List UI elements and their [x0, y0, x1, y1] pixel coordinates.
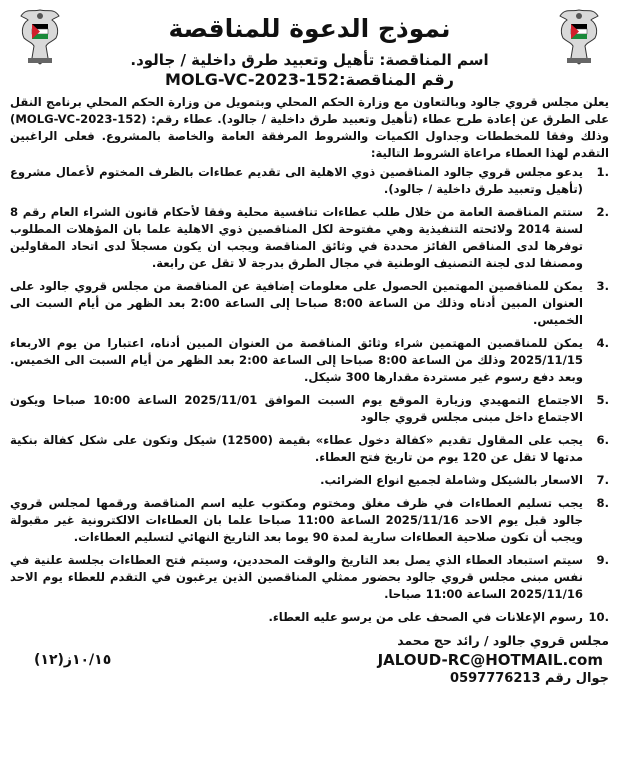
palestine-emblem-icon — [18, 6, 62, 68]
intro-paragraph: يعلن مجلس قروي جالود وبالتعاون مع وزارة الحكم المحلي وبتمويل من وزارة الحكم المحلي برنامج النقل على الطرق عن إعادة طرح عطاء (تأهيل وتعبيد طرق داخلية / جالود). عطاء رقم: (152-MOLG-VC-2023) وذلك وفقا للمخططات وجداول الكميات والشروط المرفقة العامة والخاصة بالمشروع. فعلى الراغبين التقدم لهذا العطاء مراعاة الشروط التالية: — [10, 95, 609, 160]
item-text: يمكن للمناقصين المهتمين شراء وثائق المناقصة من العنوان المبين أدناه، اعتبارا من يوم الاربعاء 2025/11/15 وذلك من الساعة 8:00 صباحا إلى الساعة 2:00 بعد الظهر من أيام السبت الى الخميس. وبعد دفع رسوم غير مستردة مقدارها 300 شيكل. — [10, 336, 583, 384]
phone-number: جوال رقم 0597776213 — [450, 671, 609, 686]
list-item — [10, 495, 609, 546]
tender-number: رقم المناقصة:152-MOLG-VC-2023 — [165, 70, 454, 89]
item-text: يمكن للمناقصين المهتمين الحصول على معلومات إضافية عن المناقصة من مجلس قروي جالود على العنوان المبين أدناه وذلك من الساعة 8:00 صباحا إلى الساعة 2:00 بعد الظهر من أيام السبت الى الخميس. — [10, 279, 584, 327]
contact-row — [10, 650, 609, 670]
item-number: 9. — [596, 553, 609, 567]
list-item — [10, 204, 609, 272]
item-number: 1. — [596, 165, 609, 179]
list-item — [10, 164, 609, 198]
list-item — [10, 472, 609, 489]
email-address[interactable]: JALOUD-RC@HOTMAIL.com — [377, 651, 603, 669]
tender-name: اسم المناقصة: تأهيل وتعبيد طرق داخلية / جالود. — [130, 51, 489, 69]
terms-list — [10, 164, 609, 626]
item-number: 2. — [596, 205, 609, 219]
list-item — [10, 552, 609, 603]
item-number: 4. — [596, 336, 609, 350]
footer — [10, 632, 609, 688]
item-text: يجب تسليم العطاءات في ظرف مغلق ومختوم ومكتوب عليه اسم المناقصة ورقمها لمجلس قروي جالود قبل يوم الاحد 2025/11/16 الساعة 11:00 صباحا علما بان العطاءات الالكترونية غير مقبولة ويجب أن تكون صلاحية العطاءات سارية لمدة 90 يوما بعد التاريخ النهائي لتسليم العطاءات. — [10, 496, 583, 544]
item-number: 10. — [588, 610, 609, 624]
item-text: يدعو مجلس قروي جالود المناقصين ذوي الاهلية الى تقديم عطاءات بالظرف المختوم لأعمال مشروع (تأهيل وتعبيد طرق داخلية / جالود). — [10, 165, 583, 196]
item-text: الاجتماع التمهيدي وزيارة الموقع يوم السبت الموافق 2025/11/01 الساعة 10:00 صباحا ويكون الاجتماع داخل مبنى مجلس قروي جالود — [10, 393, 583, 424]
item-text: ستتم المناقصة العامة من خلال طلب عطاءات تنافسية محلية وفقا لأحكام قانون الشراء العام رقم 8 لسنة 2014 ولائحته التنفيذية وهي مفتوحة لكل المناقصين ذوي الاهلية علما بان المؤهلات المطلوب توفرها لدى المناقص الفائز محددة في وثائق المناقصة ويجب ان يكون مسجلاً لدى اتحاد المقاولين ومصنفا لدى لجنة التصنيف الوطنية في مجال الطرق بدرجة لا تقل عن رابعة. — [10, 205, 583, 270]
list-item — [10, 392, 609, 426]
item-number: 6. — [596, 433, 609, 447]
item-number: 8. — [596, 496, 609, 510]
item-text: الاسعار بالشيكل وشاملة لجميع انواع الضرائب. — [320, 473, 583, 487]
publication-code: (١٢)١٠/١٥ز — [34, 652, 112, 668]
signature: مجلس قروي جالود / رائد حج محمد — [397, 633, 609, 648]
list-item — [10, 335, 609, 386]
item-text: يجب على المقاول تقديم «كفالة دخول عطاء» بقيمة (12500) شيكل وتكون على شكل كفالة بنكية مدتها لا تقل عن 120 يوم من تاريخ فتح العطاء. — [10, 433, 583, 464]
palestine-emblem-icon — [557, 6, 601, 68]
list-item — [10, 609, 609, 626]
page-title: نموذج الدعوة للمناقصة — [168, 14, 451, 43]
item-text: سيتم استبعاد العطاء الذي يصل بعد التاريخ والوقت المحددين، وسيتم فتح العطاءات بجلسة علنية في نفس مبنى مجلس قروي جالود بحضور ممثلي المناقصين الذين يرغبون في التقدم للعطاء يوم الاحد 2025/11/16 الساعة 11:00 صباحا. — [10, 553, 583, 601]
item-number: 3. — [596, 279, 609, 293]
item-number: 5. — [596, 393, 609, 407]
item-text: رسوم الإعلانات في الصحف على من يرسو عليه العطاء. — [268, 610, 583, 624]
item-number: 7. — [596, 473, 609, 487]
list-item — [10, 432, 609, 466]
list-item — [10, 278, 609, 329]
